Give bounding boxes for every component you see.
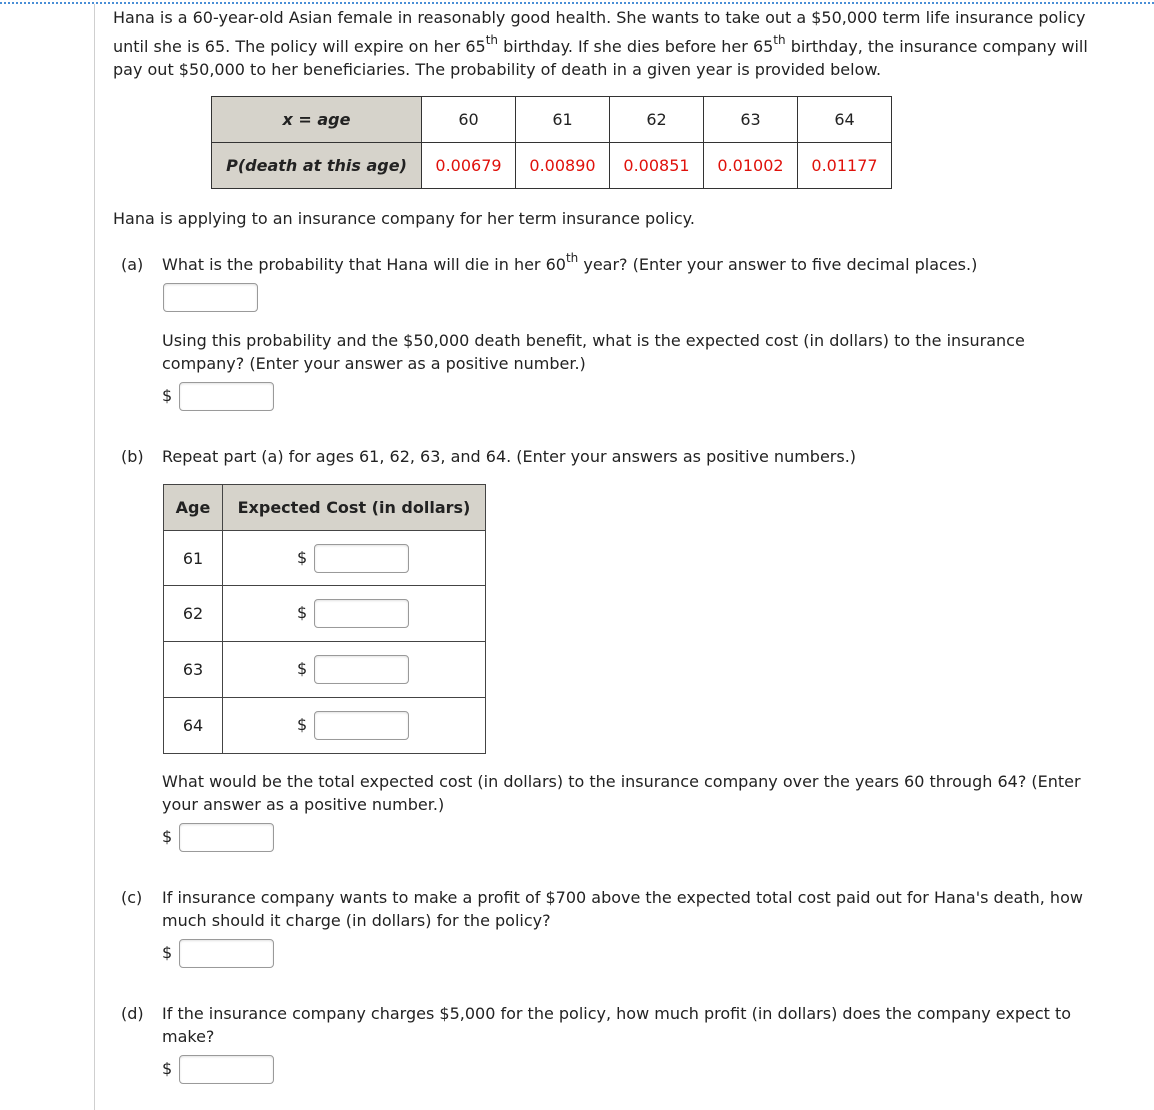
probability-cell: 0.00679 <box>422 143 516 189</box>
part-a-expected-cost-input[interactable] <box>179 382 274 411</box>
probability-row <box>212 143 892 189</box>
cost-input-62[interactable] <box>314 599 409 628</box>
intro-text-1: Hana is a 60-year-old Asian female in reasonably good health. She wants to take out a $50,000 term life insurance policy <box>113 8 1086 27</box>
probability-cell: 0.01002 <box>704 143 798 189</box>
part-a-question-2-line-2: company? (Enter your answer as a positive number.) <box>162 354 586 373</box>
age-cell: 60 <box>422 97 516 143</box>
part-a-q1-sup: th <box>565 250 579 265</box>
intro-line-2 <box>113 32 1088 58</box>
part-a-question-2-line-1: Using this probability and the $50,000 death benefit, what is the expected cost (in dollars) to the insurance <box>162 331 1025 350</box>
part-b-total-line-1: What would be the total expected cost (in dollars) to the insurance company over the years 60 through 64? (Enter <box>162 772 1081 791</box>
intro-text-4: birthday, the insurance company will <box>785 37 1088 56</box>
probability-cell: 0.00890 <box>516 143 610 189</box>
intro-text-3: birthday. If she dies before her 65 <box>498 37 774 56</box>
currency-symbol: $ <box>297 548 308 567</box>
age-value: 61 <box>164 531 223 586</box>
left-border <box>94 4 95 1110</box>
part-b-label: (b) <box>121 447 144 466</box>
total-expected-cost-input[interactable] <box>179 823 274 852</box>
age-cell: 63 <box>704 97 798 143</box>
cost-cell <box>223 642 486 698</box>
applying-text: Hana is applying to an insurance company for her term insurance policy. <box>113 209 695 228</box>
expected-profit-input[interactable] <box>179 1055 274 1084</box>
intro-text-5: pay out $50,000 to her beneficiaries. The probability of death in a given year is provided below. <box>113 60 882 79</box>
cost-table-row <box>164 586 486 642</box>
cost-table-header-row <box>164 485 486 531</box>
cost-cell <box>223 531 486 586</box>
age-value: 64 <box>164 698 223 754</box>
part-d-question-line-1: If the insurance company charges $5,000 for the policy, how much profit (in dollars) does the company expect to <box>162 1004 1072 1023</box>
part-c-label: (c) <box>121 888 143 907</box>
intro-line-3 <box>113 58 881 81</box>
part-d-question-line-2: make? <box>162 1027 215 1046</box>
part-c-question-line-1: If insurance company wants to make a profit of $700 above the expected total cost paid out for Hana's death, how <box>162 888 1083 907</box>
part-b-total-line-2: your answer as a positive number.) <box>162 795 445 814</box>
probability-row-label: P(death at this age) <box>226 156 407 175</box>
intro-line-1 <box>113 6 1085 29</box>
age-cell: 62 <box>610 97 704 143</box>
part-c-question-line-2: much should it charge (in dollars) for the policy? <box>162 911 551 930</box>
age-cell: 64 <box>798 97 892 143</box>
cost-cell <box>223 698 486 754</box>
part-d-label: (d) <box>121 1004 144 1023</box>
age-row <box>212 97 892 143</box>
currency-symbol: $ <box>297 603 308 622</box>
currency-symbol: $ <box>162 386 173 405</box>
probability-table <box>211 96 892 189</box>
intro-sup-1: th <box>485 32 498 47</box>
cost-table-row <box>164 642 486 698</box>
currency-symbol: $ <box>162 1059 173 1078</box>
age-cell: 61 <box>516 97 610 143</box>
part-a-q1-text-end: year? (Enter your answer to five decimal places.) <box>578 255 978 274</box>
cost-cell <box>223 586 486 642</box>
probability-row-header <box>212 143 422 189</box>
currency-symbol: $ <box>162 827 173 846</box>
part-a-q1-text: What is the probability that Hana will die in her 60 <box>162 255 566 274</box>
age-value: 62 <box>164 586 223 642</box>
cost-input-64[interactable] <box>314 711 409 740</box>
cost-table-row <box>164 698 486 754</box>
intro-sup-2: th <box>773 32 786 47</box>
age-row-label: x = age <box>282 110 351 129</box>
age-row-header <box>212 97 422 143</box>
cost-input-61[interactable] <box>314 544 409 573</box>
probability-cell: 0.01177 <box>798 143 892 189</box>
cost-table-row <box>164 531 486 586</box>
part-a-label: (a) <box>121 255 144 274</box>
currency-symbol: $ <box>297 659 308 678</box>
policy-charge-input[interactable] <box>179 939 274 968</box>
expected-cost-table <box>163 484 486 754</box>
currency-symbol: $ <box>162 943 173 962</box>
cost-input-63[interactable] <box>314 655 409 684</box>
part-a-question-1 <box>162 250 978 276</box>
top-border <box>0 2 1154 4</box>
cost-column-header: Expected Cost (in dollars) <box>223 485 486 531</box>
age-column-header: Age <box>164 485 223 531</box>
intro-text-2: until she is 65. The policy will expire on her 65 <box>113 37 486 56</box>
age-value: 63 <box>164 642 223 698</box>
currency-symbol: $ <box>297 715 308 734</box>
part-a-probability-input[interactable] <box>163 283 258 312</box>
part-b-question: Repeat part (a) for ages 61, 62, 63, and 64. (Enter your answers as positive numbers.) <box>162 447 857 466</box>
probability-cell: 0.00851 <box>610 143 704 189</box>
